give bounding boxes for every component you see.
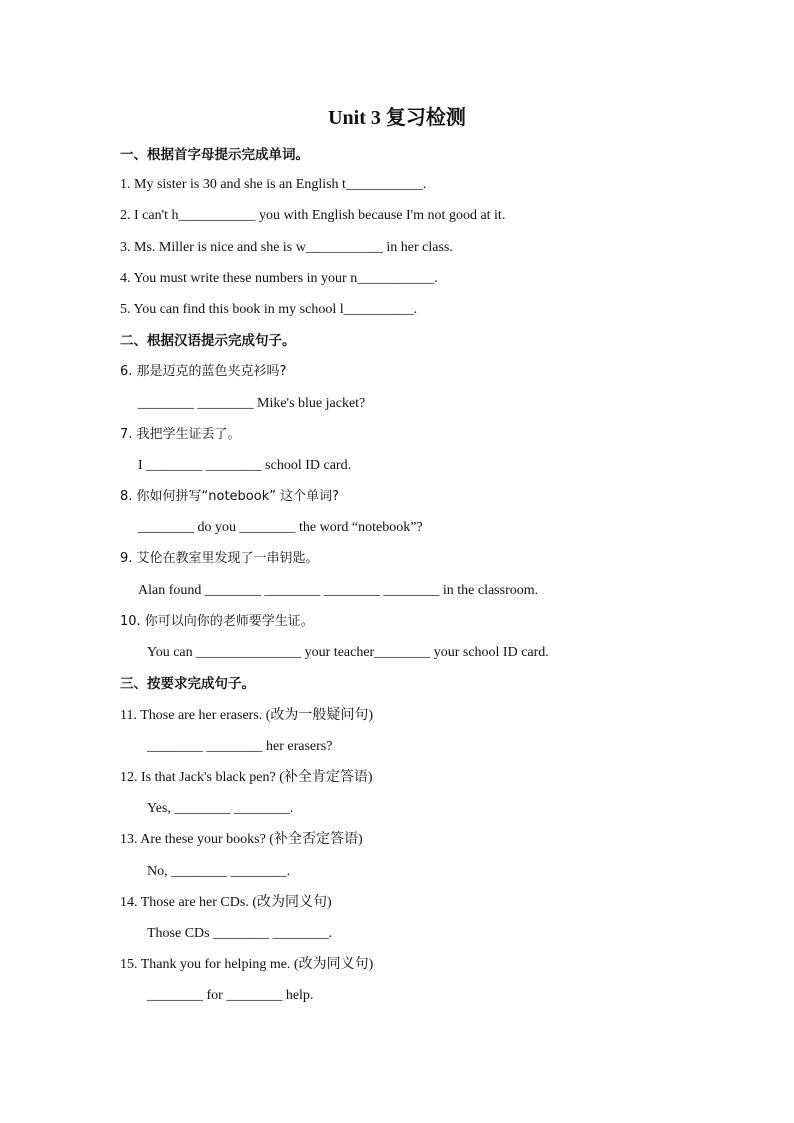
question-14-prompt: 14. Those are her CDs. (改为同义句) [120,895,332,910]
question-12-answer-line: Yes, ________ ________. [147,801,294,816]
question-10-answer-line: You can _______________ your teacher________ your school ID card. [147,645,549,660]
question-7-answer-line: I ________ ________ school ID card. [138,458,352,473]
page-title: Unit 3 复习检测 [328,107,466,129]
question-11-prompt: 11. Those are her erasers. (改为一般疑问句) [120,708,374,723]
question-1: 1. My sister is 30 and she is an English t___________. [120,177,427,192]
question-8-answer-line: ________ do you ________ the word “notebook”? [138,520,423,535]
question-13-prompt: 13. Are these your books? (补全否定答语) [120,832,363,847]
question-10-prompt: 10. 你可以向你的老师要学生证。 [120,614,314,629]
section-heading-3: 三、按要求完成句子。 [120,676,255,692]
question-8-prompt: 8. 你如何拼写“notebook” 这个单词? [120,489,340,504]
question-14-answer-line: Those CDs ________ ________. [147,926,333,941]
question-5: 5. You can find this book in my school l__________. [120,302,418,317]
question-6-answer-line: ________ ________ Mike's blue jacket? [138,396,366,411]
question-13-answer-line: No, ________ ________. [147,864,291,879]
question-12-prompt: 12. Is that Jack's black pen? (补全肯定答语) [120,770,373,785]
question-15-prompt: 15. Thank you for helping me. (改为同义句) [120,957,374,972]
question-9-answer-line: Alan found ________ ________ ________ ________ in the classroom. [138,583,539,598]
question-3: 3. Ms. Miller is nice and she is w___________ in her class. [120,240,453,255]
question-6-prompt: 6. 那是迈克的蓝色夹克衫吗? [120,364,287,379]
section-heading-1: 一、根据首字母提示完成单词。 [120,147,309,163]
question-2: 2. I can't h___________ you with English because I'm not good at it. [120,208,506,223]
question-9-prompt: 9. 艾伦在教室里发现了一串钥匙。 [120,551,319,566]
question-4: 4. You must write these numbers in your n___________. [120,271,438,286]
question-11-answer-line: ________ ________ her erasers? [147,739,333,754]
question-7-prompt: 7. 我把学生证丢了。 [120,427,241,442]
question-15-answer-line: ________ for ________ help. [147,988,314,1003]
section-heading-2: 二、根据汉语提示完成句子。 [120,333,296,349]
